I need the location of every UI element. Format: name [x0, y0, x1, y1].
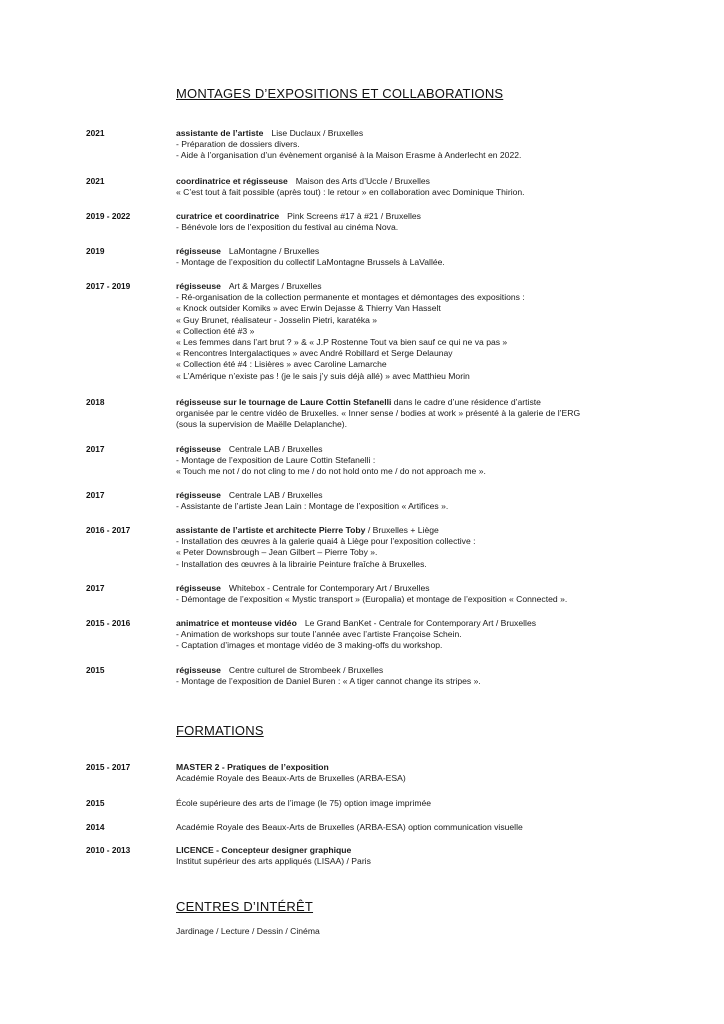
entry-line: - Montage de l’exposition du collectif LaMontagne Brussels à LaVallée.	[176, 257, 445, 268]
entry-role: régisseuse	[176, 583, 221, 593]
entry-line: organisée par le centre vidéo de Bruxelles. « Inner sense / bodies at work » présenté à la galerie de l’ERG	[176, 408, 581, 419]
training-detail: Institut supérieur des arts appliqués (LISAA) / Paris	[176, 856, 371, 867]
entry-year: 2017	[86, 444, 105, 454]
entry-line: « L’Amérique n’existe pas ! (je le sais j’y suis déjà allé) » avec Matthieu Morin	[176, 370, 470, 381]
training-detail: Académie Royale des Beaux-Arts de Bruxelles (ARBA-ESA)	[176, 773, 406, 784]
entry-role: curatrice et coordinatrice	[176, 211, 280, 221]
entry-line: - Montage de l’exposition de Laure Cottin Stefanelli :	[176, 455, 376, 466]
entry-org: Pink Screens #17 à #21 / Bruxelles	[287, 211, 421, 221]
entry-content	[176, 583, 646, 605]
entry-role: régisseuse	[176, 665, 221, 675]
entry-content	[176, 762, 646, 784]
entry-org: Lise Duclaux / Bruxelles	[271, 128, 364, 138]
entry-role: animatrice et monteuse vidéo	[176, 618, 297, 628]
entry-content	[176, 246, 646, 268]
entry-line: « Peter Downsbrough – Jean Gilbert – Pierre Toby ».	[176, 547, 378, 558]
entry-role: régisseuse	[176, 490, 221, 500]
section-title-interests: CENTRES D’INTÉRÊT	[176, 899, 314, 914]
entry-content	[176, 211, 646, 233]
entry-year: 2018	[86, 397, 105, 407]
entry-line: - Aide à l’organisation d’un évènement organisé à la Maison Erasme à Anderlecht en 2022.	[176, 150, 522, 161]
entry-org: / Bruxelles + Liège	[367, 525, 439, 535]
entry-content	[176, 798, 646, 809]
entry-year: 2015 - 2017	[86, 762, 131, 772]
training-title: MASTER 2 - Pratiques de l’exposition	[176, 762, 329, 772]
entry-line: « Collection été #3 »	[176, 325, 255, 336]
entry-org: Centre culturel de Strombeek / Bruxelles	[228, 665, 384, 675]
entry-org: dans le cadre d’une résidence d’artiste	[393, 397, 541, 407]
interests-text: Jardinage / Lecture / Dessin / Cinéma	[176, 926, 320, 936]
entry-content	[176, 444, 646, 478]
entry-org: LaMontagne / Bruxelles	[228, 246, 320, 256]
entry-line: - Ré-organisation de la collection permanente et montages et démontages des expositions :	[176, 292, 525, 303]
entry-content	[176, 397, 646, 431]
training-detail: Académie Royale des Beaux-Arts de Bruxelles (ARBA-ESA) option communication visuelle	[176, 822, 523, 832]
entry-content	[176, 845, 646, 867]
entry-content	[176, 665, 646, 687]
entry-role: régisseuse	[176, 281, 221, 291]
entry-year: 2010 - 2013	[86, 845, 131, 855]
entry-line: « Knock outsider Komiks » avec Erwin Dejasse & Thierry Van Hasselt	[176, 303, 441, 314]
entry-org: Art & Marges / Bruxelles	[228, 281, 322, 291]
training-detail: École supérieure des arts de l’image (le 75) option image imprimée	[176, 798, 432, 808]
entry-line: - Bénévole lors de l’exposition du festival au cinéma Nova.	[176, 222, 399, 233]
entry-org: Whitebox - Centrale for Contemporary Art / Bruxelles	[228, 583, 430, 593]
entry-year: 2017 - 2019	[86, 281, 131, 291]
entry-role: régisseuse	[176, 246, 221, 256]
entry-line: « C’est tout à fait possible (après tout) : le retour » en collaboration avec Dominique Thirion.	[176, 187, 525, 198]
entry-content	[176, 490, 646, 512]
entry-line: - Captation d’images et montage vidéo de 3 making-offs du workshop.	[176, 640, 443, 651]
entry-year: 2017	[86, 583, 105, 593]
section-title-exhibitions: MONTAGES D’EXPOSITIONS ET COLLABORATIONS	[176, 86, 504, 101]
entry-year: 2016 - 2017	[86, 525, 131, 535]
entry-year: 2021	[86, 176, 105, 186]
entry-org: Centrale LAB / Bruxelles	[228, 444, 323, 454]
entry-year: 2019 - 2022	[86, 211, 131, 221]
entry-content	[176, 128, 646, 162]
entry-line: « Touch me not / do not cling to me / do not hold onto me / do not approach me ».	[176, 466, 486, 477]
entry-line: - Assistante de l’artiste Jean Lain : Montage de l’exposition « Artifices ».	[176, 501, 449, 512]
entry-line: - Préparation de dossiers divers.	[176, 139, 300, 150]
entry-line: « Les femmes dans l’art brut ? » & « J.P Rostenne Tout va bien sauf ce qui ne va pas »	[176, 337, 508, 348]
entry-content	[176, 618, 646, 652]
entry-role: assistante de l’artiste et architecte Pierre Toby	[176, 525, 366, 535]
entry-line: (sous la supervision de Maëlle Delaplanche).	[176, 419, 348, 430]
entry-year: 2014	[86, 822, 105, 832]
entry-org: Centrale LAB / Bruxelles	[228, 490, 323, 500]
entry-year: 2015	[86, 798, 105, 808]
entry-year: 2017	[86, 490, 105, 500]
entry-line: - Montage de l’exposition de Daniel Buren : « A tiger cannot change its stripes ».	[176, 676, 481, 687]
entry-line: - Installation des œuvres à la librairie Peinture fraîche à Bruxelles.	[176, 558, 427, 569]
entry-line: - Installation des œuvres à la galerie quai4 à Liège pour l’exposition collective :	[176, 536, 476, 547]
section-title-training: FORMATIONS	[176, 723, 264, 738]
entry-content	[176, 281, 646, 382]
entry-year: 2015	[86, 665, 105, 675]
entry-content	[176, 822, 646, 833]
training-title: LICENCE - Concepteur designer graphique	[176, 845, 352, 855]
entry-role: assistante de l’artiste	[176, 128, 264, 138]
entry-line: « Guy Brunet, réalisateur - Josselin Pietri, karatéka »	[176, 314, 378, 325]
entry-role: coordinatrice et régisseuse	[176, 176, 288, 186]
entry-content	[176, 176, 646, 198]
entry-org: Le Grand BanKet - Centrale for Contemporary Art / Bruxelles	[304, 618, 537, 628]
entry-content	[176, 525, 646, 570]
entry-year: 2019	[86, 246, 105, 256]
entry-line: « Collection été #4 : Lisières » avec Caroline Lamarche	[176, 359, 387, 370]
entry-line: « Rencontres Intergalactiques » avec André Robillard et Serge Delaunay	[176, 348, 453, 359]
entry-line: - Animation de workshops sur toute l’année avec l’artiste Françoise Schein.	[176, 629, 462, 640]
entry-role: régisseuse	[176, 444, 221, 454]
entry-year: 2015 - 2016	[86, 618, 131, 628]
entry-role: régisseuse sur le tournage de Laure Cottin Stefanelli	[176, 397, 392, 407]
entry-year: 2021	[86, 128, 105, 138]
entry-org: Maison des Arts d’Uccle / Bruxelles	[295, 176, 430, 186]
entry-line: - Démontage de l’exposition « Mystic transport » (Europalia) et montage de l’exposition « Connected ».	[176, 594, 568, 605]
